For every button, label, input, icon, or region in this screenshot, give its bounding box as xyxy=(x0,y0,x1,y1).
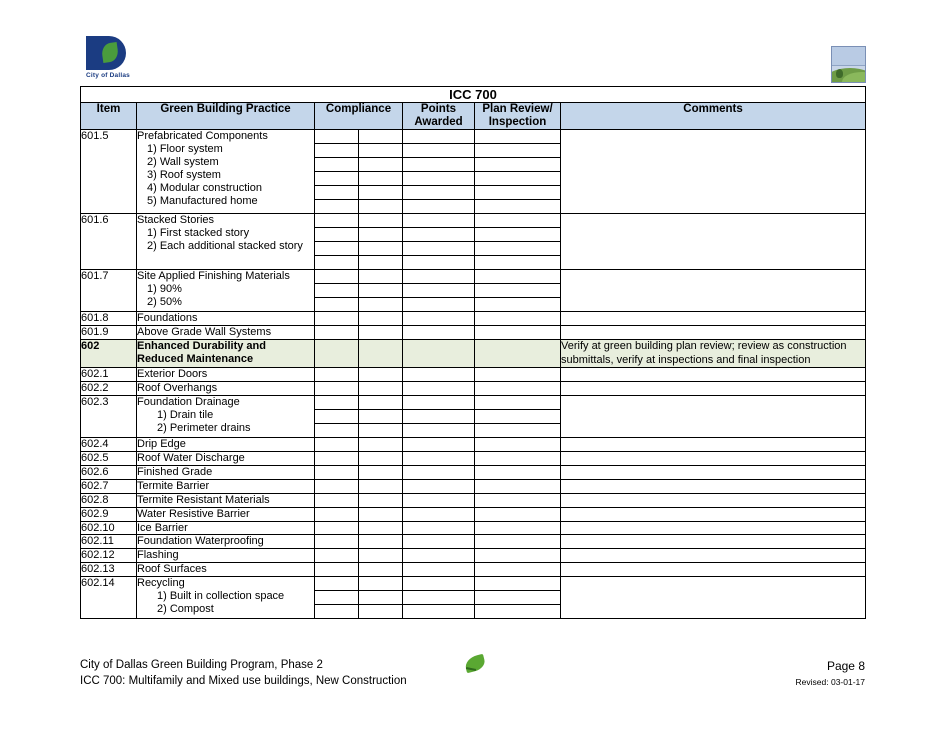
cell-points-awarded[interactable] xyxy=(403,563,475,577)
cell-compliance-a[interactable] xyxy=(315,507,359,521)
cell-item: 602.8 xyxy=(81,493,137,507)
cell-plan-review[interactable] xyxy=(475,479,561,493)
cell-item: 602.12 xyxy=(81,549,137,563)
cell-compliance-a[interactable] xyxy=(315,437,359,451)
cell-plan-review[interactable] xyxy=(475,507,561,521)
cell-comments[interactable] xyxy=(561,549,866,563)
cell-comments[interactable] xyxy=(561,381,866,395)
cell-comments[interactable] xyxy=(561,214,866,270)
cell-compliance-b[interactable] xyxy=(359,549,403,563)
cell-practice xyxy=(137,395,315,437)
cell-plan-review[interactable] xyxy=(475,130,561,214)
table-title-row xyxy=(81,87,866,103)
cell-practice xyxy=(137,577,315,619)
cell-plan-review[interactable] xyxy=(475,214,561,270)
cell-plan-review[interactable] xyxy=(475,451,561,465)
cell-compliance-a[interactable] xyxy=(315,451,359,465)
cell-plan-review[interactable] xyxy=(475,563,561,577)
practice-subitem: 2) 50% xyxy=(147,296,182,309)
cell-comments[interactable] xyxy=(561,270,866,312)
cell-compliance-a[interactable] xyxy=(315,312,359,326)
cell-points-awarded[interactable] xyxy=(403,130,475,214)
cell-compliance-b[interactable] xyxy=(359,270,403,312)
cell-comments[interactable] xyxy=(561,451,866,465)
cell-points-awarded[interactable] xyxy=(403,270,475,312)
table-row xyxy=(81,326,866,340)
cell-compliance-b[interactable] xyxy=(359,214,403,270)
cell-practice: Foundations xyxy=(137,312,315,326)
cell-practice: Flashing xyxy=(137,549,315,563)
cell-practice: Roof Water Discharge xyxy=(137,451,315,465)
cell-practice: Ice Barrier xyxy=(137,521,315,535)
cell-compliance-b[interactable] xyxy=(359,381,403,395)
cell-compliance-a[interactable] xyxy=(315,130,359,214)
table-row xyxy=(81,507,866,521)
cell-practice xyxy=(137,130,315,214)
cell-practice: Above Grade Wall Systems xyxy=(137,326,315,340)
cell-item: 602.3 xyxy=(81,395,137,437)
cell-points-awarded[interactable] xyxy=(403,395,475,437)
cell-practice: Water Resistive Barrier xyxy=(137,507,315,521)
cell-compliance-a[interactable] xyxy=(315,340,359,367)
cell-points-awarded[interactable] xyxy=(403,507,475,521)
cell-compliance-b[interactable] xyxy=(359,312,403,326)
cell-plan-review[interactable] xyxy=(475,270,561,312)
column-header-points-line2: Awarded xyxy=(414,116,463,129)
practice-subitem: 1) Drain tile xyxy=(157,408,214,421)
cell-compliance-b[interactable] xyxy=(359,479,403,493)
leaf-icon xyxy=(465,656,487,674)
cell-item: 601.8 xyxy=(81,312,137,326)
cell-compliance-a[interactable] xyxy=(315,270,359,312)
cell-compliance-b[interactable] xyxy=(359,367,403,381)
table-row xyxy=(81,521,866,535)
cell-points-awarded[interactable] xyxy=(403,493,475,507)
cell-compliance-a[interactable] xyxy=(315,535,359,549)
cell-compliance-a[interactable] xyxy=(315,214,359,270)
table-row xyxy=(81,465,866,479)
cell-compliance-b[interactable] xyxy=(359,340,403,367)
cell-item: 602.13 xyxy=(81,563,137,577)
column-header-plan-line1: Plan Review/ xyxy=(482,103,553,115)
cell-compliance-a[interactable] xyxy=(315,381,359,395)
cell-item: 602.4 xyxy=(81,437,137,451)
cell-comments[interactable] xyxy=(561,577,866,619)
cell-compliance-b[interactable] xyxy=(359,521,403,535)
cell-compliance-b[interactable] xyxy=(359,437,403,451)
section-title-line1: Enhanced Durability and xyxy=(137,340,266,353)
cell-plan-review[interactable] xyxy=(475,535,561,549)
dallas-d-icon xyxy=(86,36,126,70)
column-header-compliance: Compliance xyxy=(315,103,403,130)
cell-item: 601.9 xyxy=(81,326,137,340)
cell-points-awarded[interactable] xyxy=(403,312,475,326)
practice-subitem: 1) Built in collection space xyxy=(157,590,285,603)
cell-points-awarded[interactable] xyxy=(403,437,475,451)
cell-plan-review[interactable] xyxy=(475,493,561,507)
cell-comments[interactable] xyxy=(561,326,866,340)
cell-compliance-a[interactable] xyxy=(315,479,359,493)
cell-points-awarded[interactable] xyxy=(403,549,475,563)
cell-practice: Roof Surfaces xyxy=(137,563,315,577)
cell-points-awarded[interactable] xyxy=(403,479,475,493)
cell-plan-review[interactable] xyxy=(475,437,561,451)
practice-subitem: 2) Perimeter drains xyxy=(157,421,251,434)
practice-title: Prefabricated Components xyxy=(137,130,268,143)
cell-comments[interactable] xyxy=(561,340,866,367)
cell-compliance-a[interactable] xyxy=(315,395,359,437)
practice-subitem: 4) Modular construction xyxy=(147,182,262,195)
cell-item: 601.7 xyxy=(81,270,137,312)
cell-compliance-a[interactable] xyxy=(315,367,359,381)
table-section-row xyxy=(81,340,866,367)
cell-practice: Foundation Waterproofing xyxy=(137,535,315,549)
cell-compliance-a[interactable] xyxy=(315,493,359,507)
practice-subitem: 2) Each additional stacked story xyxy=(147,240,303,253)
cell-compliance-b[interactable] xyxy=(359,493,403,507)
cell-practice: Roof Overhangs xyxy=(137,381,315,395)
table-header-row xyxy=(81,103,866,130)
cell-practice xyxy=(137,340,315,367)
table-row xyxy=(81,381,866,395)
comments-line1: Verify at green building plan review; review as construction xyxy=(561,340,847,353)
practice-subitem: 2) Compost xyxy=(157,603,214,616)
cell-points-awarded[interactable] xyxy=(403,214,475,270)
cell-compliance-b[interactable] xyxy=(359,130,403,214)
cell-compliance-b[interactable] xyxy=(359,535,403,549)
column-header-plan-line2: Inspection xyxy=(488,116,547,129)
table-title: ICC 700 xyxy=(81,87,866,103)
cell-points-awarded[interactable] xyxy=(403,577,475,619)
practice-subitem: 3) Roof system xyxy=(147,169,221,182)
cell-item: 602.5 xyxy=(81,451,137,465)
cell-compliance-a[interactable] xyxy=(315,326,359,340)
cell-item: 602.9 xyxy=(81,507,137,521)
practice-subitem: 1) 90% xyxy=(147,283,182,296)
cell-item: 602.10 xyxy=(81,521,137,535)
cell-compliance-b[interactable] xyxy=(359,507,403,521)
footer-right xyxy=(796,658,865,689)
cell-comments[interactable] xyxy=(561,507,866,521)
green-building-seal-icon xyxy=(831,46,866,83)
logo-caption: City of Dallas xyxy=(86,72,130,79)
cell-plan-review[interactable] xyxy=(475,381,561,395)
cell-comments[interactable] xyxy=(561,367,866,381)
cell-comments[interactable] xyxy=(561,465,866,479)
cell-compliance-a[interactable] xyxy=(315,521,359,535)
practice-title: Site Applied Finishing Materials xyxy=(137,270,290,283)
cell-practice xyxy=(137,214,315,270)
column-header-item: Item xyxy=(81,103,137,130)
table-row xyxy=(81,563,866,577)
table-row xyxy=(81,395,866,437)
cell-item: 602.1 xyxy=(81,367,137,381)
cell-item: 601.5 xyxy=(81,130,137,214)
cell-practice: Exterior Doors xyxy=(137,367,315,381)
cell-comments[interactable] xyxy=(561,535,866,549)
footer-left xyxy=(80,658,407,689)
table-row xyxy=(81,270,866,312)
footer-standard-line: ICC 700: Multifamily and Mixed use buildings, New Construction xyxy=(80,674,407,687)
table-row xyxy=(81,312,866,326)
cell-item: 602.6 xyxy=(81,465,137,479)
cell-item: 602 xyxy=(81,340,137,367)
cell-compliance-b[interactable] xyxy=(359,451,403,465)
cell-points-awarded[interactable] xyxy=(403,367,475,381)
cell-item: 602.7 xyxy=(81,479,137,493)
cell-plan-review[interactable] xyxy=(475,549,561,563)
cell-compliance-b[interactable] xyxy=(359,465,403,479)
column-header-points-line1: Points xyxy=(420,103,457,115)
cell-points-awarded[interactable] xyxy=(403,340,475,367)
cell-comments[interactable] xyxy=(561,493,866,507)
city-of-dallas-logo xyxy=(86,36,146,84)
cell-practice: Termite Resistant Materials xyxy=(137,493,315,507)
cell-plan-review[interactable] xyxy=(475,465,561,479)
table-row xyxy=(81,535,866,549)
table-row xyxy=(81,214,866,270)
cell-comments[interactable] xyxy=(561,437,866,451)
cell-plan-review[interactable] xyxy=(475,395,561,437)
page-number: Page 8 xyxy=(826,659,865,673)
column-header-comments: Comments xyxy=(561,103,866,130)
cell-item: 602.11 xyxy=(81,535,137,549)
cell-points-awarded[interactable] xyxy=(403,465,475,479)
column-header-practice: Green Building Practice xyxy=(137,103,315,130)
column-header-plan-review xyxy=(475,103,561,130)
cell-item: 602.2 xyxy=(81,381,137,395)
cell-points-awarded[interactable] xyxy=(403,535,475,549)
cell-item: 601.6 xyxy=(81,214,137,270)
practice-subitem: 1) First stacked story xyxy=(147,227,250,240)
cell-practice: Finished Grade xyxy=(137,465,315,479)
cell-practice xyxy=(137,270,315,312)
cell-compliance-a[interactable] xyxy=(315,549,359,563)
cell-comments[interactable] xyxy=(561,479,866,493)
cell-comments[interactable] xyxy=(561,312,866,326)
cell-practice: Drip Edge xyxy=(137,437,315,451)
cell-plan-review[interactable] xyxy=(475,521,561,535)
cell-points-awarded[interactable] xyxy=(403,521,475,535)
icc700-checklist-table xyxy=(80,86,865,619)
cell-item: 602.14 xyxy=(81,577,137,619)
table-row xyxy=(81,479,866,493)
table-row xyxy=(81,367,866,381)
cell-points-awarded[interactable] xyxy=(403,451,475,465)
cell-plan-review[interactable] xyxy=(475,367,561,381)
practice-title: Stacked Stories xyxy=(137,214,215,227)
cell-compliance-a[interactable] xyxy=(315,563,359,577)
cell-plan-review[interactable] xyxy=(475,326,561,340)
revision-date: Revised: 03-01-17 xyxy=(795,677,865,688)
table-row xyxy=(81,451,866,465)
table-row xyxy=(81,577,866,619)
practice-title: Foundation Drainage xyxy=(137,395,240,408)
table-row xyxy=(81,493,866,507)
cell-compliance-a[interactable] xyxy=(315,465,359,479)
cell-comments[interactable] xyxy=(561,521,866,535)
cell-plan-review[interactable] xyxy=(475,312,561,326)
cell-comments[interactable] xyxy=(561,395,866,437)
column-header-points xyxy=(403,103,475,130)
cell-compliance-b[interactable] xyxy=(359,577,403,619)
cell-compliance-b[interactable] xyxy=(359,326,403,340)
section-title-line2: Reduced Maintenance xyxy=(137,353,254,366)
practice-subitem: 1) Floor system xyxy=(147,143,223,156)
cell-practice: Termite Barrier xyxy=(137,479,315,493)
table-row xyxy=(81,549,866,563)
practice-title: Recycling xyxy=(137,577,185,590)
cell-points-awarded[interactable] xyxy=(403,326,475,340)
practice-subitem: 5) Manufactured home xyxy=(147,195,258,208)
cell-comments[interactable] xyxy=(561,563,866,577)
cell-plan-review[interactable] xyxy=(475,577,561,619)
cell-points-awarded[interactable] xyxy=(403,381,475,395)
cell-compliance-b[interactable] xyxy=(359,563,403,577)
cell-plan-review[interactable] xyxy=(475,340,561,367)
comments-line2: submittals, verify at inspections and final inspection xyxy=(561,353,811,366)
cell-compliance-a[interactable] xyxy=(315,577,359,619)
table-row xyxy=(81,437,866,451)
practice-subitem: 2) Wall system xyxy=(147,156,219,169)
footer-program-line: City of Dallas Green Building Program, Phase 2 xyxy=(80,659,323,671)
table-row xyxy=(81,130,866,214)
cell-compliance-b[interactable] xyxy=(359,395,403,437)
cell-comments[interactable] xyxy=(561,130,866,214)
